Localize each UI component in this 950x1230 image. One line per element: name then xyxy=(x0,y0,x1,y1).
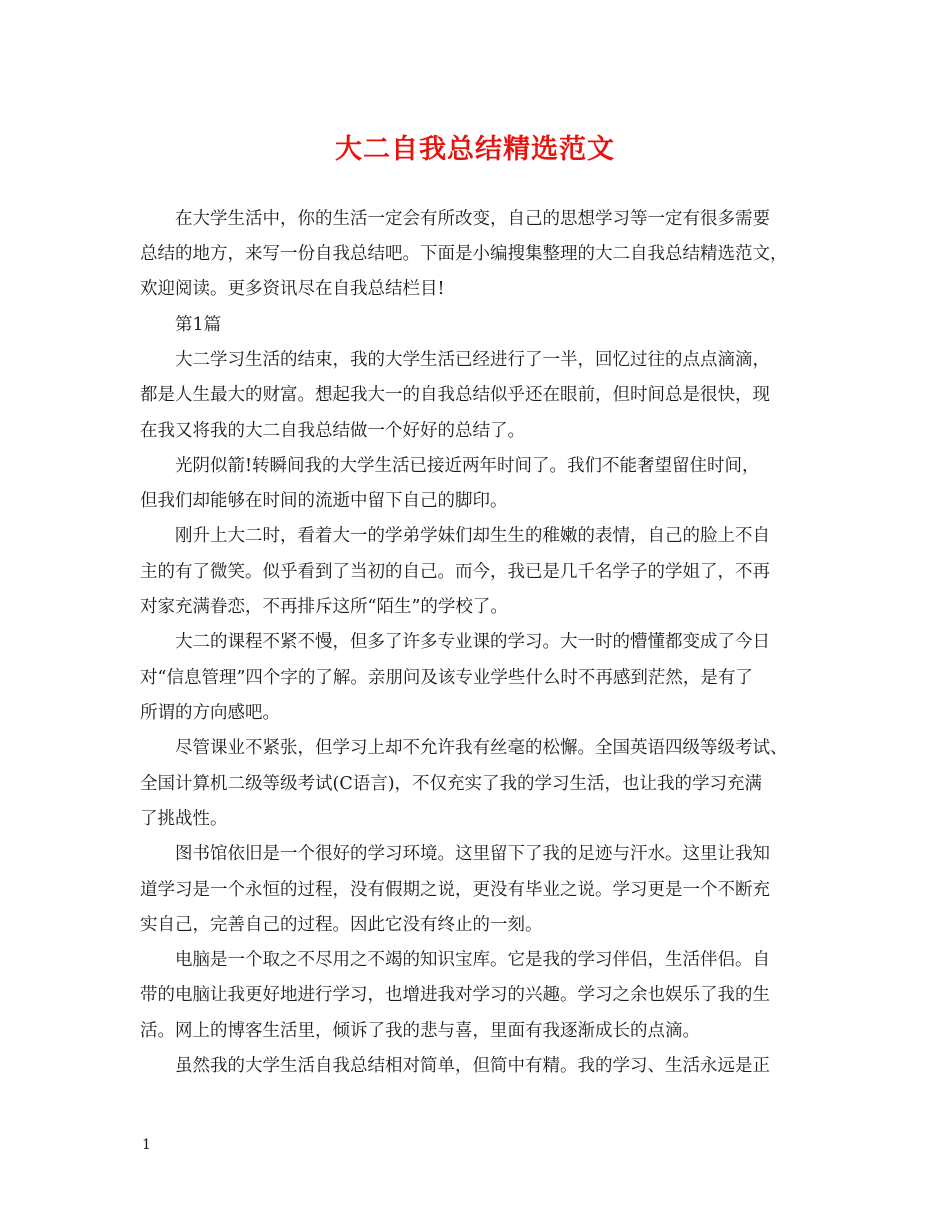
body-line: 但我们却能够在时间的流逝中留下自己的脚印。 xyxy=(140,491,508,511)
body-line: 大二的课程不紧不慢，但多了许多专业课的学习。大一时的懵懂都变成了今日 xyxy=(140,632,770,652)
body-line: 总结的地方，来写一份自我总结吧。下面是小编搜集整理的大二自我总结精选范文， xyxy=(140,244,788,264)
body-line: 电脑是一个取之不尽用之不竭的知识宝库。它是我的学习伴侣，生活伴侣。自 xyxy=(140,950,770,970)
body-line: 带的电脑让我更好地进行学习，也增进我对学习的兴趣。学习之余也娱乐了我的生 xyxy=(140,985,770,1005)
body-line: 光阴似箭!转瞬间我的大学生活已接近两年时间了。我们不能奢望留住时间， xyxy=(140,456,760,476)
body-line: 在大学生活中，你的生活一定会有所改变，自己的思想学习等一定有很多需要 xyxy=(140,209,770,229)
body-line: 道学习是一个永恒的过程，没有假期之说，更没有毕业之说。学习更是一个不断充 xyxy=(140,880,770,900)
body-line: 虽然我的大学生活自我总结相对简单，但简中有精。我的学习、生活永远是正 xyxy=(140,1056,770,1076)
body-line: 对“信息管理”四个字的了解。亲朋问及该专业学些什么时不再感到茫然，是有了 xyxy=(140,668,753,688)
section-heading: 第1篇 xyxy=(140,315,222,335)
body-line: 对家充满眷恋，不再排斥这所“陌生”的学校了。 xyxy=(140,597,508,617)
body-line: 所谓的方向感吧。 xyxy=(140,703,280,723)
body-line: 主的有了微笑。似乎看到了当初的自己。而今，我已是几千名学子的学姐了，不再 xyxy=(140,562,770,582)
page-title: 大二自我总结精选范文 xyxy=(335,134,615,165)
body-line: 大二学习生活的结束，我的大学生活已经进行了一半，回忆过往的点点滴滴， xyxy=(140,350,770,370)
body-line: 刚升上大二时，看着大一的学弟学妹们却生生的稚嫩的表情，自己的脸上不自 xyxy=(140,526,770,546)
body-line: 图书馆依旧是一个很好的学习环境。这里留下了我的足迹与汗水。这里让我知 xyxy=(140,844,770,864)
body-line: 全国计算机二级等级考试(C语言)，不仅充实了我的学习生活，也让我的学习充满 xyxy=(140,774,763,794)
body-line: 都是人生最大的财富。想起我大一的自我总结似乎还在眼前，但时间总是很快，现 xyxy=(140,385,770,405)
body-line: 尽管课业不紧张，但学习上却不允许我有丝毫的松懈。全国英语四级等级考试、 xyxy=(140,738,788,758)
body-line: 了挑战性。 xyxy=(140,809,228,829)
page-number: 1 xyxy=(142,1137,151,1153)
body-line: 欢迎阅读。更多资讯尽在自我总结栏目! xyxy=(140,279,445,299)
body-line: 实自己，完善自己的过程。因此它没有终止的一刻。 xyxy=(140,915,543,935)
body-line: 活。网上的博客生活里，倾诉了我的悲与喜，里面有我逐渐成长的点滴。 xyxy=(140,1021,700,1041)
body-line: 在我又将我的大二自我总结做一个好好的总结了。 xyxy=(140,421,525,441)
